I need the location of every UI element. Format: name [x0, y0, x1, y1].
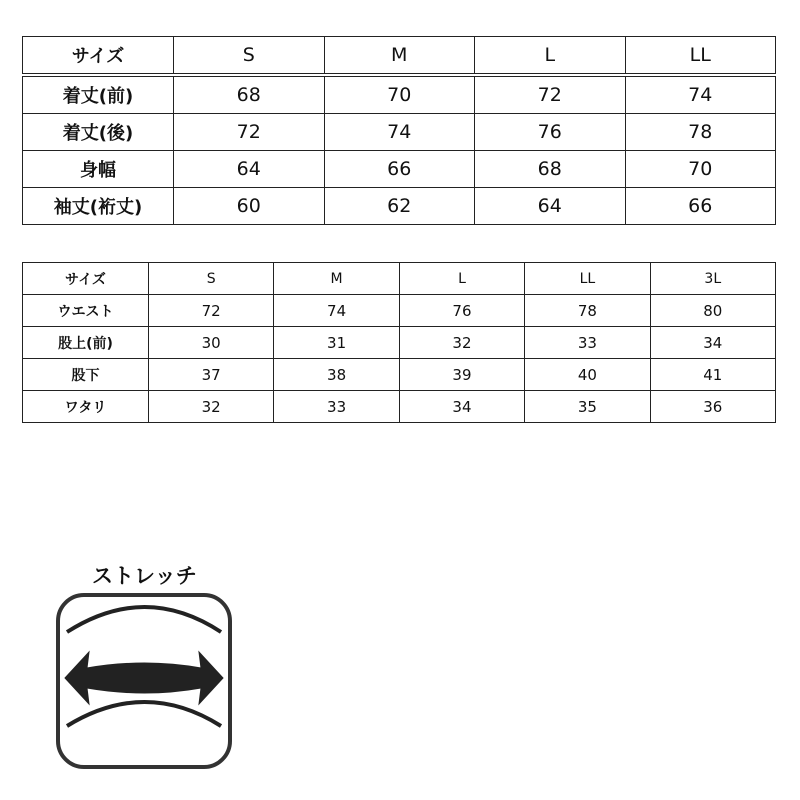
table-cell: 68 [174, 75, 325, 114]
row-label: 着丈(前) [23, 75, 174, 114]
table-cell: 74 [274, 295, 399, 327]
bottom-size-table [22, 262, 776, 423]
table-cell: 37 [149, 359, 274, 391]
bottom-table-header-row [23, 263, 776, 295]
row-label: 股上(前) [23, 327, 149, 359]
table-cell: 66 [625, 188, 776, 225]
table-cell: 68 [475, 151, 626, 188]
table-cell: 72 [475, 75, 626, 114]
table-cell: 66 [324, 151, 475, 188]
table-cell: 64 [174, 151, 325, 188]
header-cell: サイズ [23, 37, 174, 76]
table-cell: 72 [149, 295, 274, 327]
table-cell: 38 [274, 359, 399, 391]
table-row [23, 391, 776, 423]
table-cell: 78 [625, 114, 776, 151]
table-cell: 39 [399, 359, 524, 391]
table-cell: 33 [525, 327, 650, 359]
row-label: ワタリ [23, 391, 149, 423]
table-cell: 41 [650, 359, 775, 391]
table-cell: 62 [324, 188, 475, 225]
stretch-label: ストレッチ [92, 564, 197, 588]
table-row [23, 327, 776, 359]
header-cell: M [324, 37, 475, 76]
table-cell: 64 [475, 188, 626, 225]
header-cell: S [174, 37, 325, 76]
row-label: 袖丈(裄丈) [23, 188, 174, 225]
table-cell: 74 [324, 114, 475, 151]
header-cell: LL [525, 263, 650, 295]
table-cell: 32 [399, 327, 524, 359]
table-cell: 32 [149, 391, 274, 423]
table-cell: 60 [174, 188, 325, 225]
row-label: ウエスト [23, 295, 149, 327]
table-row [23, 151, 776, 188]
stretch-arrows-icon [55, 592, 235, 772]
table-cell: 33 [274, 391, 399, 423]
top-table-header-row [23, 37, 776, 76]
table-cell: 40 [525, 359, 650, 391]
table-cell: 36 [650, 391, 775, 423]
table-row [23, 75, 776, 114]
table-cell: 72 [174, 114, 325, 151]
row-label: 身幅 [23, 151, 174, 188]
top-size-table [22, 36, 776, 225]
header-cell: 3L [650, 263, 775, 295]
table-cell: 70 [324, 75, 475, 114]
table-cell: 76 [475, 114, 626, 151]
row-label: 着丈(後) [23, 114, 174, 151]
row-label: 股下 [23, 359, 149, 391]
header-cell: サイズ [23, 263, 149, 295]
table-row [23, 359, 776, 391]
table-row [23, 188, 776, 225]
table-cell: 35 [525, 391, 650, 423]
table-row [23, 114, 776, 151]
table-cell: 31 [274, 327, 399, 359]
table-cell: 80 [650, 295, 775, 327]
table-cell: 74 [625, 75, 776, 114]
header-cell: L [475, 37, 626, 76]
header-cell: LL [625, 37, 776, 76]
header-cell: S [149, 263, 274, 295]
header-cell: L [399, 263, 524, 295]
table-cell: 78 [525, 295, 650, 327]
table-cell: 34 [399, 391, 524, 423]
table-cell: 30 [149, 327, 274, 359]
table-cell: 70 [625, 151, 776, 188]
table-cell: 76 [399, 295, 524, 327]
table-row [23, 295, 776, 327]
header-cell: M [274, 263, 399, 295]
table-cell: 34 [650, 327, 775, 359]
